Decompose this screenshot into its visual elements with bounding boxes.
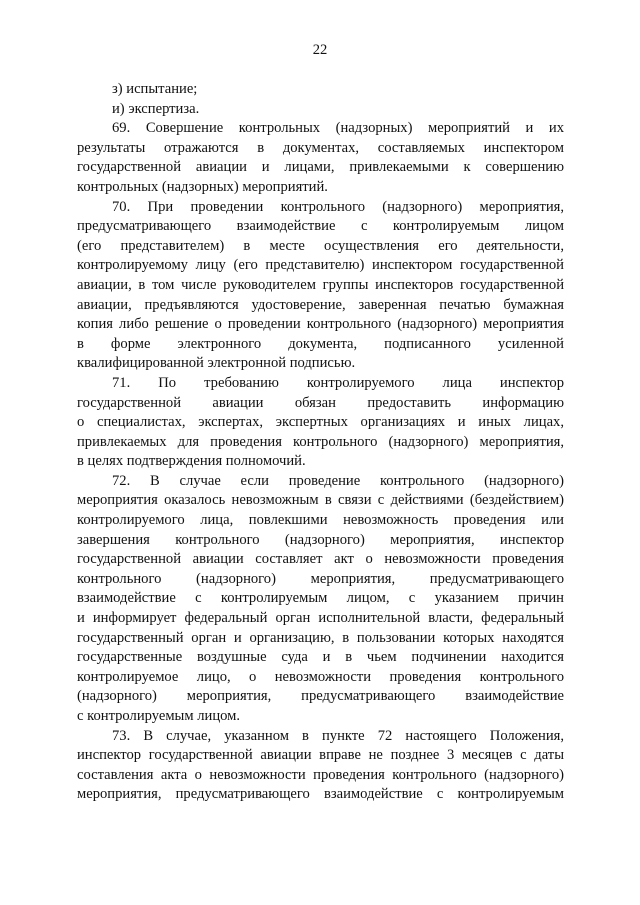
paragraph-72-line: контролируемого лица, повлекшими невозможность проведения или	[77, 512, 564, 529]
list-item-z: з) испытание;	[112, 81, 198, 97]
paragraph-70-line: копия либо решение о проведении контрольного (надзорного) мероприятия	[77, 316, 564, 333]
paragraph-71-line: в целях подтверждения полномочий.	[77, 453, 306, 470]
paragraph-72-line: государственный орган и организацию, в пользовании которых находятся	[77, 629, 564, 646]
paragraph-73-line: составления акта о невозможности проведения контрольного (надзорного)	[77, 766, 564, 783]
page-number: 22	[312, 42, 328, 58]
paragraph-72-line: и информирует федеральный орган исполнительной власти, федеральный	[77, 610, 564, 627]
paragraph-69-line: государственной авиации и лицами, привлекаемыми к совершению	[77, 159, 564, 176]
paragraph-70-line: в форме электронного документа, подписанного усиленной	[77, 335, 564, 352]
paragraph-72-line: завершения контрольного (надзорного) мероприятия, инспектор	[77, 531, 564, 548]
paragraph-72-line: взаимодействие с контролируемым лицом, с указанием причин	[77, 590, 564, 607]
paragraph-69-line: контрольных (надзорных) мероприятий.	[77, 178, 328, 195]
paragraph-72-line: 72. В случае если проведение контрольного (надзорного)	[112, 472, 564, 489]
paragraph-72-line: с контролируемым лицом.	[77, 708, 241, 724]
paragraph-71-line: о специалистах, экспертах, экспертных организациях и иных лицах,	[77, 414, 564, 431]
paragraph-70-line: авиации, предъявляются удостоверение, заверенная печатью бумажная	[77, 296, 564, 313]
paragraph-73-line: мероприятия, предусматривающего взаимодействие с контролируемым	[77, 786, 564, 803]
paragraph-72-line: государственной авиации составляет акт о невозможности проведения	[77, 551, 564, 568]
paragraph-69-line: результаты отражаются в документах, составляемых инспектором	[77, 139, 564, 156]
paragraph-72-line: контрольного (надзорного) мероприятия, предусматривающего	[77, 570, 564, 587]
list-item-i: и) экспертиза.	[112, 100, 200, 117]
paragraph-73-line: 73. В случае, указанном в пункте 72 настоящего Положения,	[112, 727, 564, 744]
paragraph-71-line: 71. По требованию контролируемого лица инспектор	[112, 374, 564, 391]
paragraph-69-line: 69. Совершение контрольных (надзорных) мероприятий и их	[112, 120, 564, 137]
paragraph-73-line: инспектор государственной авиации вправе не позднее 3 месяцев с даты	[77, 747, 564, 764]
paragraph-71-line: государственной авиации обязан предоставить информацию	[77, 394, 564, 411]
document-body	[77, 80, 564, 805]
paragraph-70-line: контролируемому лицу (его представителю) инспектором государственной	[77, 257, 564, 274]
paragraph-71-line: привлекаемых для проведения контрольного (надзорного) мероприятия,	[77, 433, 564, 450]
paragraph-70-line: (его представителем) в месте осуществления его деятельности,	[77, 237, 564, 254]
paragraph-72-line: (надзорного) мероприятия, предусматривающего взаимодействие	[77, 688, 564, 705]
paragraph-72-line: мероприятия оказалось невозможным в связи с действиями (бездействием)	[77, 492, 564, 509]
paragraph-72-line: контролируемое лицо, о невозможности проведения контрольного	[77, 668, 564, 685]
paragraph-70-line: квалифицированной электронной подписью.	[77, 355, 356, 372]
paragraph-70-line: предусматривающего взаимодействие с контролируемым лицом	[77, 218, 564, 235]
paragraph-70-line: авиации, в том числе руководителем группы инспекторов государственной	[77, 276, 564, 293]
paragraph-70-line: 70. При проведении контрольного (надзорного) мероприятия,	[112, 198, 564, 215]
paragraph-72-line: государственные воздушные суда и в чьем подчинении находится	[77, 649, 564, 666]
